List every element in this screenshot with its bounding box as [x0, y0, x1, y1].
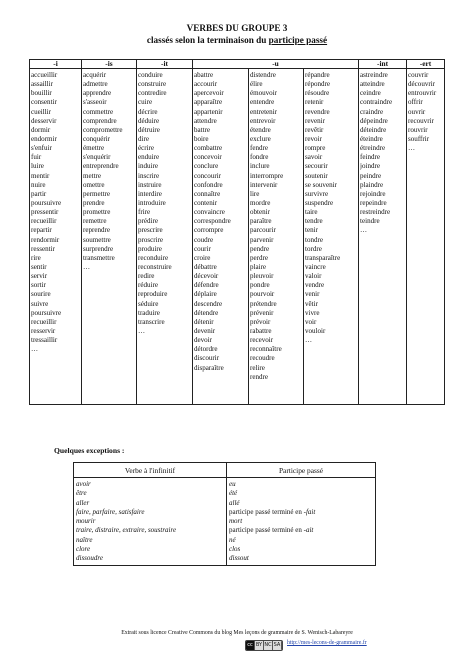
list-item: aller [76, 498, 90, 507]
list-item: abattre [194, 71, 214, 79]
list-item: détendre [194, 308, 219, 317]
list-item: mourir [76, 517, 96, 525]
list-item: enduire [138, 153, 160, 162]
list-item: … [138, 326, 146, 335]
list-item: offrir [408, 98, 423, 107]
list-item: desservir [31, 116, 57, 125]
list-item: détruire [138, 125, 160, 134]
list-item: vêtir [305, 299, 318, 308]
list-item: valoir [305, 272, 322, 281]
footer-link[interactable]: http://mes-lecons-de-grammaire.fr [287, 640, 367, 646]
list-item: perdre [250, 253, 268, 262]
list-item: clos [229, 544, 241, 553]
list-item: remettre [83, 217, 107, 226]
list-item: promettre [83, 208, 111, 217]
list-item: joindre [360, 162, 380, 171]
verb-table [29, 59, 445, 405]
by-icon: BY [255, 642, 263, 648]
verb-table-body [30, 69, 445, 405]
list-item: concevoir [194, 153, 222, 162]
list-item: poursuivre [31, 198, 62, 207]
list-item: repeindre [360, 198, 387, 207]
list-item: reconduire [138, 253, 169, 262]
list-item: … [305, 336, 313, 345]
exceptions-infinitives [74, 478, 227, 566]
list-item: étendre [250, 125, 271, 134]
header-i: -i [30, 60, 82, 69]
footer-credit: Extrait sous licence Creative Commons du blog Mes leçons de grammaire de S. Wenisch-Labareyre [121, 630, 353, 636]
list-item: soumettre [83, 235, 111, 244]
list-item: étreindre [360, 144, 386, 153]
list-item: battre [194, 125, 211, 134]
list-item: bouillir [31, 89, 52, 98]
list-item: être [76, 489, 87, 498]
list-item: savoir [305, 153, 323, 162]
list-item: lire [250, 189, 260, 198]
list-item: reproduire [138, 290, 168, 299]
column-int [359, 69, 407, 405]
list-item: eu [229, 480, 236, 488]
footer-link-wrap [287, 640, 467, 646]
list-item: tordre [305, 244, 322, 253]
list-item: sourire [31, 290, 51, 299]
list-item: coudre [194, 235, 214, 244]
list-item: exclure [250, 134, 271, 143]
list-item: traduire [138, 308, 160, 317]
list-item: revendre [305, 107, 330, 116]
list-item: ceindre [360, 89, 381, 98]
list-item: venir [305, 290, 320, 299]
list-item: appartenir [194, 107, 223, 116]
list-item: croire [194, 253, 211, 262]
list-item: prévenir [250, 308, 274, 317]
list-item: partir [31, 189, 47, 198]
list-item: … [408, 144, 416, 153]
list-item: correspondre [194, 217, 231, 226]
list-item: clore [76, 544, 91, 553]
list-item: apercevoir [194, 89, 224, 98]
exceptions-header-participle: Participe passé [227, 463, 376, 478]
list-item: rendormir [31, 235, 60, 244]
list-item: dépeindre [360, 116, 388, 125]
list-item: défendre [194, 281, 219, 290]
list-item: pourvoir [250, 290, 275, 299]
list-item: répondre [305, 80, 331, 89]
list-item: déteindre [360, 125, 387, 134]
list-item: suspendre [305, 198, 334, 207]
list-item: retenir [305, 98, 324, 107]
list-item: couvrir [408, 71, 429, 79]
list-item: séduire [138, 299, 159, 308]
list-item: instruire [138, 180, 162, 189]
list-item: convaincre [194, 208, 225, 217]
list-item: décrire [138, 107, 158, 116]
list-item: courir [194, 244, 211, 253]
exceptions-table [73, 462, 376, 566]
column-i [30, 69, 82, 405]
list-item: écrire [138, 144, 155, 153]
list-item: tondre [305, 235, 324, 244]
list-item: paraître [250, 217, 272, 226]
list-item: connaître [194, 189, 221, 198]
list-item: entrouvrir [408, 89, 437, 98]
list-item: teindre [360, 217, 380, 226]
list-item: rejoindre [360, 189, 386, 198]
list-item: entendre [250, 98, 275, 107]
list-item: pendre [250, 244, 270, 253]
list-item: tenir [305, 226, 318, 235]
list-item: éteindre [360, 134, 383, 143]
list-item: repartir [31, 226, 52, 235]
list-item: débattre [194, 262, 217, 271]
list-item: accueillir [31, 71, 58, 79]
list-item: transparaître [305, 253, 341, 262]
list-item: souffrir [408, 134, 430, 143]
list-item: devoir [194, 336, 213, 345]
verb-table-header [30, 60, 445, 69]
list-item: boire [194, 134, 209, 143]
list-item: servir [31, 272, 48, 281]
list-item: décevoir [194, 272, 219, 281]
list-item: dissout [229, 554, 249, 562]
list-item: tendre [305, 217, 323, 226]
list-item: s'asseoir [83, 98, 107, 107]
header-ert: -ert [407, 60, 445, 69]
column-u-2 [249, 69, 304, 405]
page-title: VERBES DU GROUPE 3 [186, 23, 288, 33]
list-item: revenir [305, 116, 325, 125]
list-item: recueillir [31, 217, 57, 226]
list-item: proscrire [138, 235, 164, 244]
list-item: pleuvoir [250, 272, 274, 281]
list-item: rouvrir [408, 125, 428, 134]
list-item: comprendre [83, 116, 117, 125]
list-item: déduire [138, 116, 160, 125]
list-item: élire [250, 80, 263, 89]
list-item: naître [76, 535, 93, 544]
list-item: transcrire [138, 317, 165, 326]
list-item: assaillir [31, 80, 53, 89]
list-item: conquérir [83, 134, 111, 143]
list-item: participe passé terminé en -ait [229, 526, 314, 535]
list-item: dormir [31, 125, 51, 134]
column-u-3 [304, 69, 359, 405]
list-item: répandre [305, 71, 330, 79]
list-item: surprendre [83, 244, 114, 253]
list-item: reprendre [83, 226, 110, 235]
list-item: mentir [31, 171, 50, 180]
list-item: suivre [31, 299, 49, 308]
list-item: avoir [76, 480, 91, 488]
list-item: cuire [138, 98, 153, 107]
list-item: entreprendre [83, 162, 119, 171]
list-item: traire, distraire, extraire, soustraire [76, 526, 177, 535]
list-item: resservir [31, 326, 56, 335]
list-item: apprendre [83, 89, 112, 98]
list-item: se souvenir [305, 180, 337, 189]
list-item: inclure [250, 162, 270, 171]
list-item: intervenir [250, 180, 278, 189]
list-item: produire [138, 244, 162, 253]
list-item: soutenir [305, 171, 328, 180]
list-item: contenir [194, 198, 218, 207]
list-item: plaindre [360, 180, 384, 189]
header-int: -int [359, 60, 407, 69]
list-item: recouvrir [408, 116, 434, 125]
list-item: rabattre [250, 326, 272, 335]
list-item: distendre [250, 71, 276, 79]
column-it [137, 69, 193, 405]
list-item: déplaire [194, 290, 217, 299]
list-item: prévoir [250, 317, 271, 326]
list-item: devenir [194, 326, 216, 335]
list-item: induire [138, 162, 158, 171]
list-item: vendre [305, 281, 325, 290]
list-item: reconnaître [250, 345, 282, 354]
list-item: vivre [305, 308, 320, 317]
list-item: fondre [250, 153, 269, 162]
list-item: descendre [194, 299, 223, 308]
list-item: … [31, 345, 39, 354]
list-item: inscrire [138, 171, 160, 180]
list-item: discourir [194, 354, 220, 363]
list-item: disparaître [194, 363, 224, 372]
list-item: parcourir [250, 226, 276, 235]
list-item: astreindre [360, 71, 388, 79]
list-item: détordre [194, 345, 218, 354]
list-item: mordre [250, 198, 271, 207]
list-item: rire [31, 253, 41, 262]
subtitle-underlined: participe passé [268, 35, 328, 45]
list-item: détenir [194, 317, 214, 326]
list-item: permettre [83, 189, 110, 198]
header-it: -it [137, 60, 193, 69]
list-item: conclure [194, 162, 219, 171]
list-item: acquérir [83, 71, 107, 79]
list-item: s'enfuir [31, 144, 52, 153]
list-item: feindre [360, 153, 380, 162]
list-item: résoudre [305, 89, 330, 98]
list-item: luire [31, 162, 44, 171]
list-item: obtenir [250, 208, 270, 217]
list-item: rendre [250, 372, 268, 381]
list-item: accourir [194, 80, 218, 89]
list-item: dissoudre [76, 554, 103, 562]
list-item: secourir [305, 162, 328, 171]
list-item: recevoir [250, 336, 274, 345]
list-item: dire [138, 134, 149, 143]
list-item: relire [250, 363, 265, 372]
list-item: construire [138, 80, 167, 89]
list-item: taire [305, 208, 318, 217]
list-item: sortir [31, 281, 46, 290]
list-item: omettre [83, 180, 105, 189]
list-item: craindre [360, 107, 384, 116]
list-item: revoir [305, 134, 322, 143]
list-item: participe passé terminé en -fait [229, 507, 316, 516]
list-item: frire [138, 208, 151, 217]
list-item: attendre [194, 116, 217, 125]
exceptions-header-infinitive: Verbe à l'infinitif [74, 463, 227, 478]
list-item: fuir [31, 153, 42, 162]
list-item: tressaillir [31, 336, 58, 345]
list-item: entretenir [250, 107, 277, 116]
sa-icon: SA [273, 642, 281, 648]
list-item: plaire [250, 262, 267, 271]
list-item: cueillir [31, 107, 51, 116]
list-item: commettre [83, 107, 114, 116]
list-item: atteindre [360, 80, 385, 89]
list-item: interdire [138, 189, 162, 198]
list-item: ressentir [31, 244, 55, 253]
list-item: nuire [31, 180, 46, 189]
list-item: admettre [83, 80, 108, 89]
list-item: s'enquérir [83, 153, 111, 162]
list-item: voir [305, 317, 317, 326]
list-item: peindre [360, 171, 382, 180]
list-item: prétendre [250, 299, 277, 308]
list-item: prescrire [138, 226, 163, 235]
list-item: survivre [305, 189, 329, 198]
list-item: parvenir [250, 235, 274, 244]
cc-icon: cc [246, 641, 255, 650]
list-item: compromettre [83, 125, 123, 134]
list-item: émettre [83, 144, 105, 153]
list-item: corrompre [194, 226, 224, 235]
column-ert [407, 69, 445, 405]
list-item: faire, parfaire, satisfaire [76, 507, 145, 516]
list-item: fendre [250, 144, 268, 153]
list-item: né [229, 535, 236, 544]
list-item: recueillir [31, 317, 57, 326]
creative-commons-badge [245, 640, 283, 651]
exceptions-title: Quelques exceptions : [54, 446, 125, 455]
subtitle-text: classés selon la terminaison du [146, 35, 269, 45]
column-is [82, 69, 137, 405]
list-item: vaincre [305, 262, 326, 271]
list-item: combattre [194, 144, 223, 153]
list-item: apparaître [194, 98, 223, 107]
list-item: contredire [138, 89, 167, 98]
header-is: -is [82, 60, 137, 69]
list-item: été [229, 489, 238, 498]
list-item: confondre [194, 180, 223, 189]
list-item: allé [229, 498, 240, 507]
list-item: … [83, 262, 91, 271]
list-item: conduire [138, 71, 163, 79]
list-item: introduire [138, 198, 166, 207]
list-item: endormir [31, 134, 57, 143]
list-item: rompre [305, 144, 326, 153]
list-item: pressentir [31, 208, 59, 217]
list-item: transmettre [83, 253, 115, 262]
column-u-1 [193, 69, 249, 405]
list-item: interrompre [250, 171, 284, 180]
list-item: vouloir [305, 326, 326, 335]
list-item: prendre [83, 198, 105, 207]
list-item: contraindre [360, 98, 393, 107]
list-item: mort [229, 517, 243, 525]
list-item: redire [138, 272, 155, 281]
list-item: ouvrir [408, 107, 426, 116]
nc-icon: NC [264, 642, 272, 648]
list-item: prédire [138, 217, 158, 226]
list-item: poursuivre [31, 308, 62, 317]
list-item: sentir [31, 262, 47, 271]
list-item: réduire [138, 281, 158, 290]
header-u: -u [193, 60, 359, 69]
exceptions-participles [227, 478, 376, 566]
list-item: mettre [83, 171, 101, 180]
list-item: recoudre [250, 354, 275, 363]
list-item: entrevoir [250, 116, 276, 125]
list-item: … [360, 226, 368, 235]
list-item: reconstruire [138, 262, 172, 271]
page-subtitle [0, 35, 474, 45]
list-item: pondre [250, 281, 270, 290]
list-item: émouvoir [250, 89, 278, 98]
list-item: consentir [31, 98, 57, 107]
list-item: concourir [194, 171, 222, 180]
list-item: restreindre [360, 208, 391, 217]
list-item: revêtir [305, 125, 324, 134]
list-item: découvrir [408, 80, 436, 89]
